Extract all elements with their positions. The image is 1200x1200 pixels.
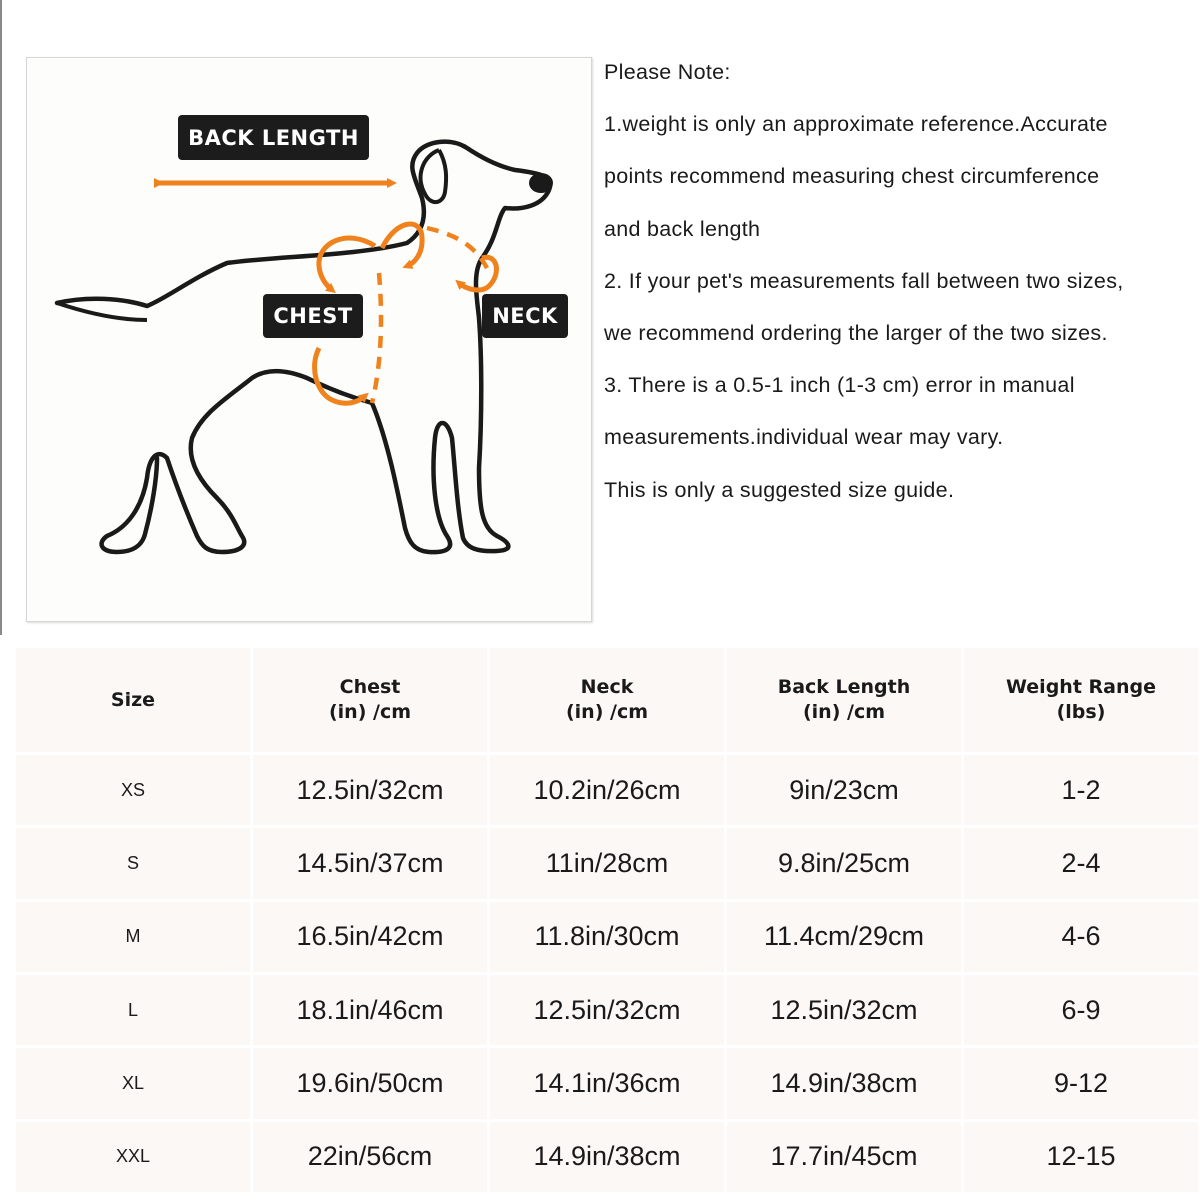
neck-cell: 11in/28cm [490,828,724,898]
table-row [16,1048,1198,1118]
header-label: Size [110,688,156,711]
header-size [16,648,250,752]
header-unit: (in) /cm [328,701,412,723]
size-cell: M [16,902,250,972]
chest-cell: 16.5in/42cm [253,902,487,972]
header-unit: (in) /cm [802,701,886,723]
header-back-length [727,648,961,752]
note-line: and back length [604,216,761,241]
dog-measurement-diagram [26,57,592,622]
please-note-text [604,46,1194,516]
note-line: 3. There is a 0.5-1 inch (1-3 cm) error in manual [604,373,1075,398]
note-line: 1.weight is only an approximate reference.Accurate [604,112,1108,137]
header-chest [253,648,487,752]
neck-cell: 14.1in/36cm [490,1048,724,1118]
header-label: Back Length [777,676,911,698]
chest-cell: 22in/56cm [253,1122,487,1192]
header-unit: (lbs) [1056,701,1106,723]
back-length-cell: 9.8in/25cm [727,828,961,898]
weight-range-cell: 4-6 [964,902,1198,972]
dog-body-outline [57,142,550,552]
note-line: Please Note: [604,60,731,84]
note-line: 2. If your pet's measurements fall between two sizes, [604,268,1124,293]
neck-cell: 12.5in/32cm [490,975,724,1045]
back-length-cell: 9in/23cm [727,755,961,825]
chest-cell: 19.6in/50cm [253,1048,487,1118]
dog-ear [421,150,447,202]
weight-range-cell: 2-4 [964,828,1198,898]
weight-range-cell: 9-12 [964,1048,1198,1118]
chest-cell: 14.5in/37cm [253,828,487,898]
size-cell: L [16,975,250,1045]
table-row [16,828,1198,898]
weight-range-cell: 1-2 [964,755,1198,825]
left-edge-line [0,0,2,635]
header-weight-range [964,648,1198,752]
table-header-row [16,648,1198,752]
table-row [16,1122,1198,1192]
back-length-cell: 14.9in/38cm [727,1048,961,1118]
back-length-label: BACK LENGTH [178,115,369,160]
header-label: Weight Range [1006,676,1156,698]
weight-range-cell: 6-9 [964,975,1198,1045]
neck-cell: 10.2in/26cm [490,755,724,825]
back-length-cell: 11.4cm/29cm [727,902,961,972]
size-chart-table [13,645,1200,1195]
chest-cell: 12.5in/32cm [253,755,487,825]
back-length-cell: 17.7in/45cm [727,1122,961,1192]
neck-label: NECK [482,294,568,338]
chest-arrow-top [319,238,375,290]
neck-cell: 11.8in/30cm [490,902,724,972]
header-neck [490,648,724,752]
neck-cell: 14.9in/38cm [490,1122,724,1192]
note-line: This is only a suggested size guide. [604,477,955,502]
dog-nose [529,173,553,193]
header-label: Neck [580,676,634,698]
note-line: points recommend measuring chest circumference [604,164,1100,189]
back-length-cell: 12.5in/32cm [727,975,961,1045]
table-row [16,755,1198,825]
note-line: we recommend ordering the larger of the two sizes. [604,321,1108,346]
dog-tail [57,303,147,320]
chest-cell: 18.1in/46cm [253,975,487,1045]
size-cell: XS [16,755,250,825]
size-cell: XL [16,1048,250,1118]
table-row [16,902,1198,972]
header-unit: (in) /cm [565,701,649,723]
note-line: measurements.individual wear may vary. [604,425,1004,450]
table-row [16,975,1198,1045]
header-label: Chest [339,676,401,698]
size-cell: S [16,828,250,898]
weight-range-cell: 12-15 [964,1122,1198,1192]
chest-arrow-bottom [315,348,365,403]
chest-dashed-line [372,273,381,403]
size-cell: XXL [16,1122,250,1192]
chest-label: CHEST [263,294,363,338]
